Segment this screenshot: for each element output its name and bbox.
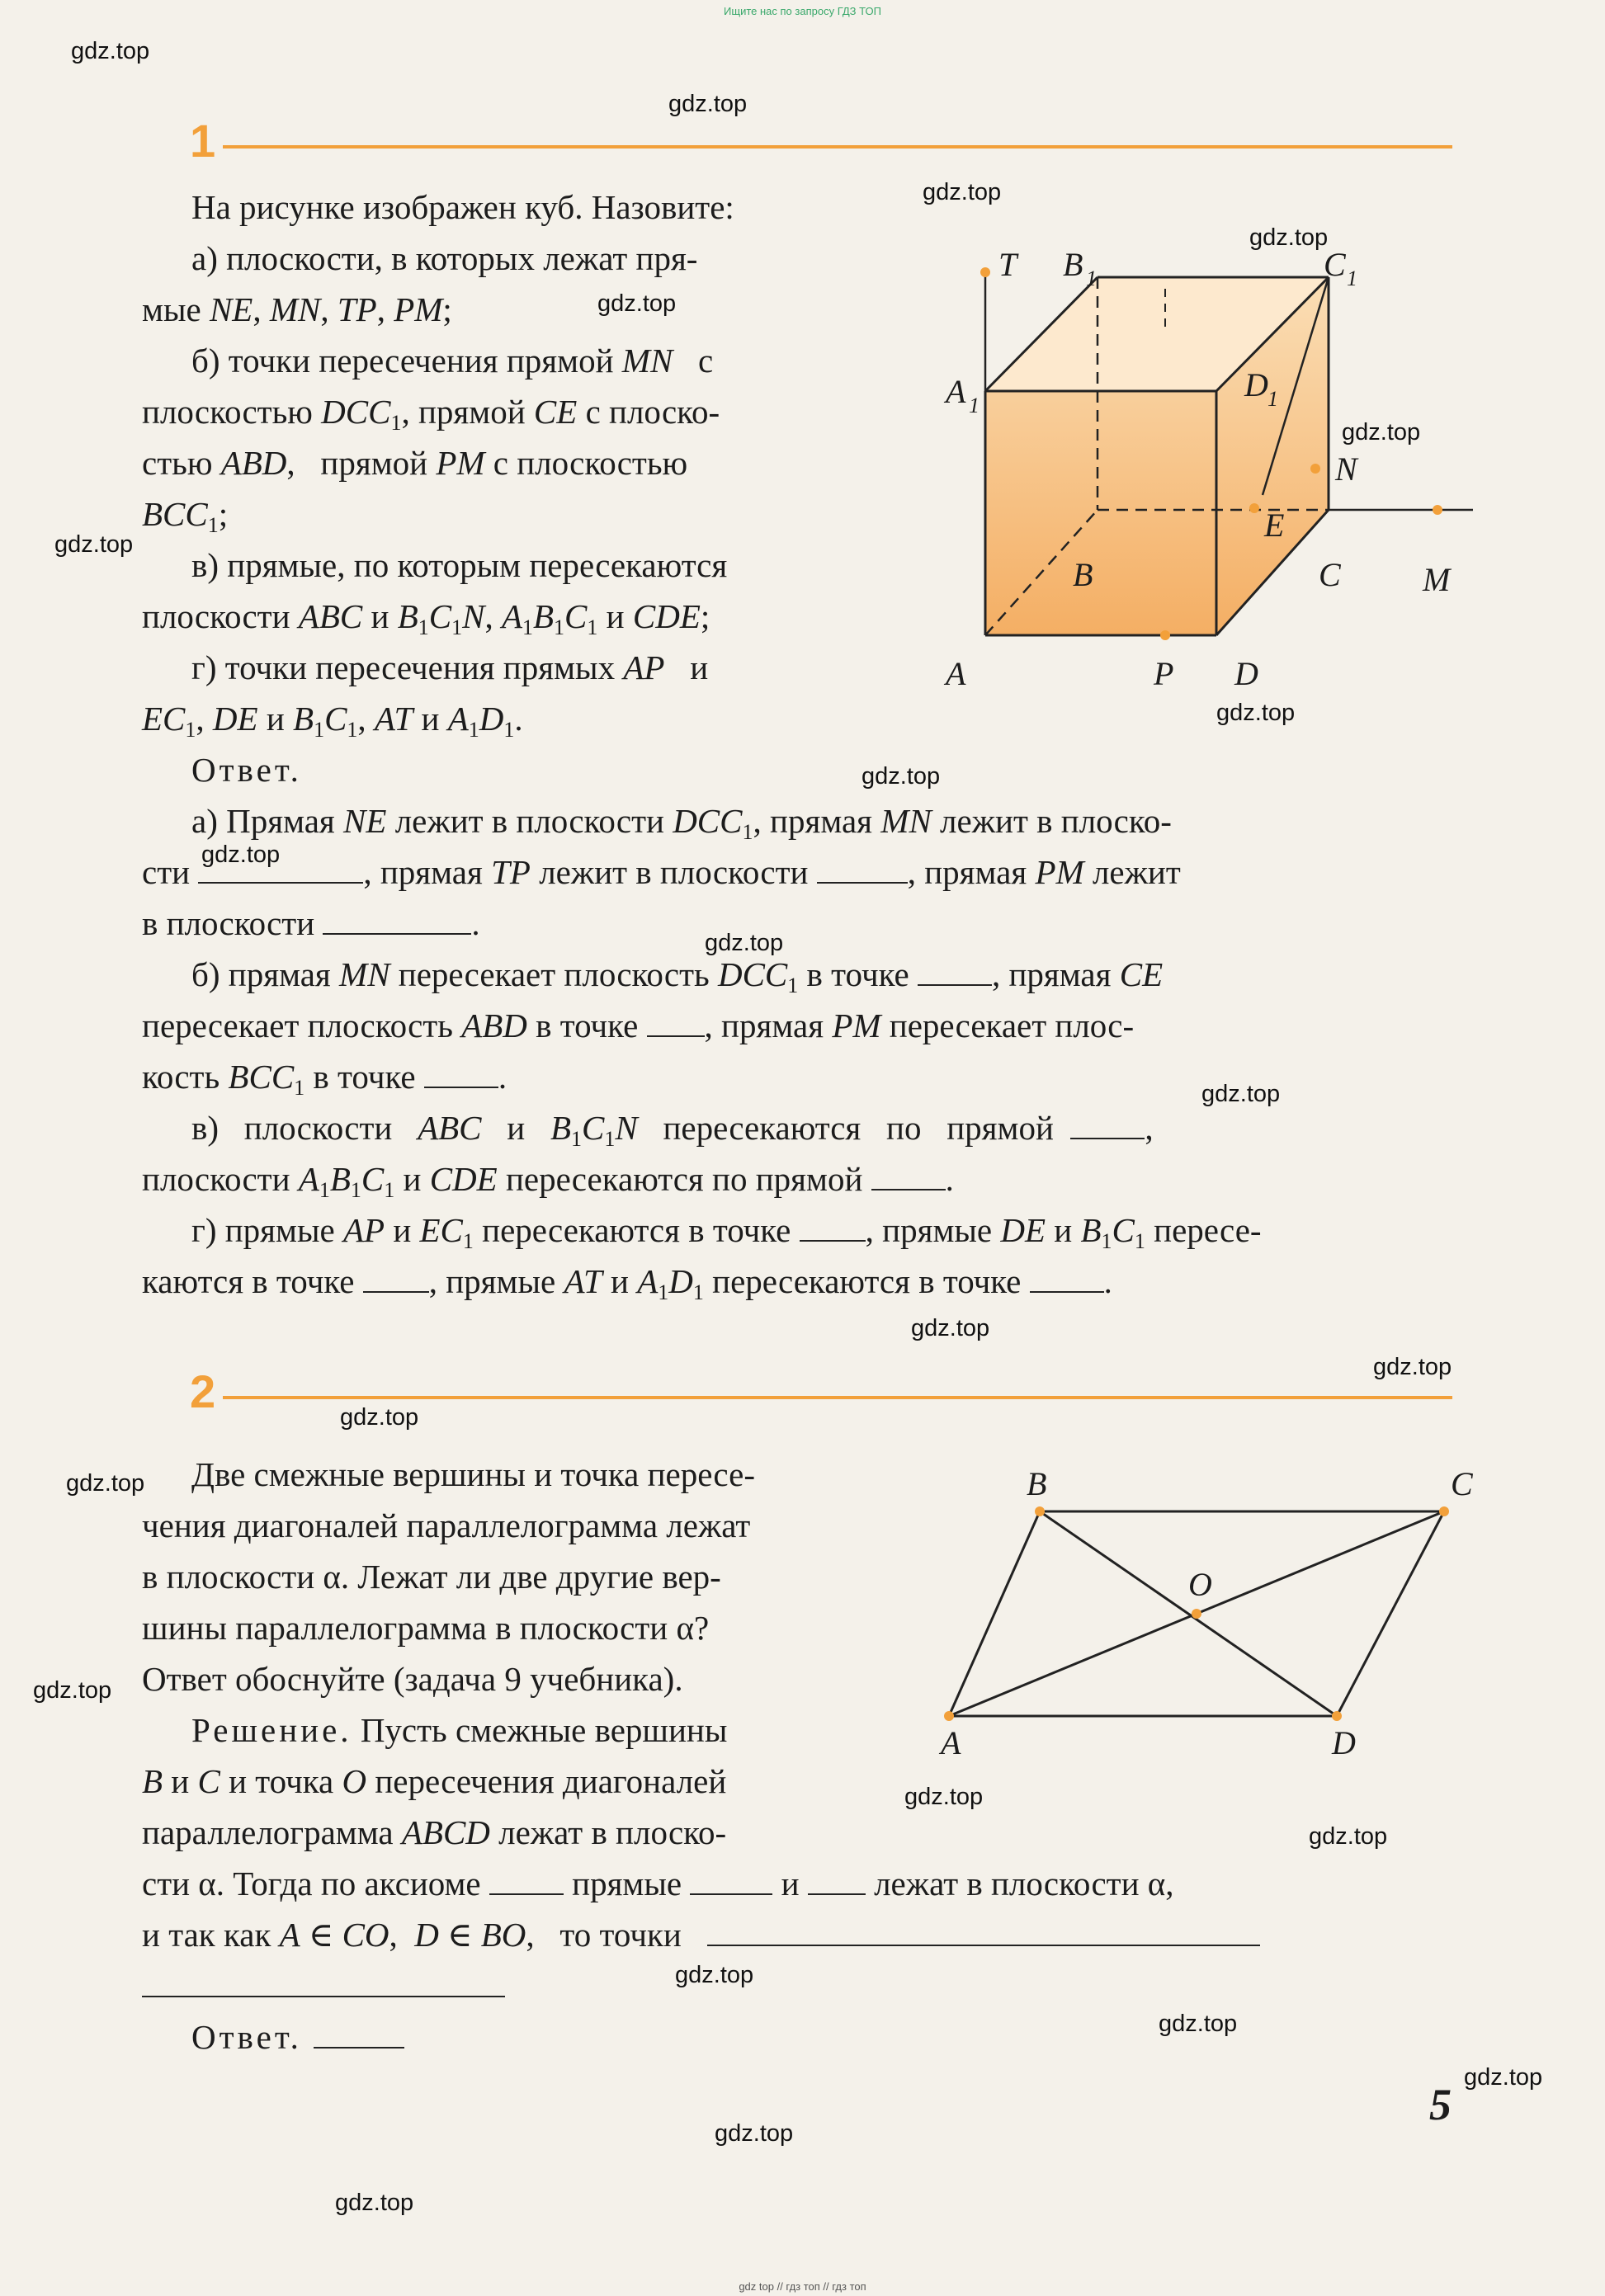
watermark: gdz.top [335, 2190, 414, 2216]
divider [223, 145, 1452, 149]
header-note: Ищите нас по запросу ГДЗ ТОП [724, 5, 881, 17]
cube-figure [924, 248, 1518, 710]
watermark: gdz.top [668, 91, 748, 117]
watermark: gdz.top [71, 38, 150, 64]
watermark: gdz.top [597, 290, 677, 317]
vertex-c [1439, 1506, 1449, 1516]
figure-label: C [1319, 556, 1341, 593]
side-cd [1337, 1511, 1444, 1716]
watermark: gdz.top [715, 2120, 794, 2147]
watermark: gdz.top [33, 1677, 112, 1704]
task-number: 1 [190, 115, 216, 167]
point-m [1433, 505, 1442, 515]
vertex-b [1035, 1506, 1045, 1516]
watermark: gdz.top [1216, 700, 1296, 726]
footer-note: gdz top // гдз топ // гдз топ [739, 2280, 866, 2293]
task-2-header [190, 1365, 1452, 1422]
figure-label: O [1188, 1566, 1212, 1603]
watermark: gdz.top [1201, 1081, 1281, 1107]
figure-label: D [1332, 1724, 1356, 1761]
point-t [980, 267, 990, 277]
task-number: 2 [190, 1365, 216, 1417]
figure-label: B [1063, 248, 1083, 283]
watermark: gdz.top [911, 1315, 990, 1341]
figure-label: B [1027, 1465, 1047, 1502]
figure-label: A [946, 655, 966, 692]
figure-label: B [1073, 556, 1093, 593]
figure-label: E [1264, 507, 1285, 544]
watermark: gdz.top [66, 1470, 145, 1497]
figure-subscript: 1 [1086, 266, 1097, 290]
figure-label: C [1324, 248, 1346, 283]
watermark: gdz.top [1464, 2064, 1543, 2091]
watermark: gdz.top [675, 1962, 754, 1988]
point-e [1249, 503, 1259, 513]
watermark: gdz.top [1309, 1823, 1388, 1850]
divider [223, 1396, 1452, 1399]
figure-subscript: 1 [969, 394, 980, 417]
figure-label: A [946, 373, 966, 410]
watermark: gdz.top [862, 763, 941, 790]
watermark: gdz.top [904, 1784, 984, 1810]
figure-subscript: 1 [1347, 266, 1357, 290]
watermark: gdz.top [201, 842, 281, 868]
watermark: gdz.top [1249, 224, 1329, 251]
figure-label: A [941, 1724, 961, 1761]
vertex-d [1332, 1711, 1342, 1721]
watermark: gdz.top [54, 531, 134, 558]
figure-label: D [1234, 655, 1258, 692]
parallelogram-figure [916, 1460, 1494, 1782]
figure-subscript: 1 [1267, 387, 1278, 411]
watermark: gdz.top [705, 930, 784, 956]
figure-label: C [1451, 1465, 1473, 1502]
watermark: gdz.top [1159, 2011, 1238, 2037]
figure-label: M [1423, 561, 1451, 598]
watermark: gdz.top [1373, 1354, 1452, 1380]
task-1-header [190, 114, 1452, 172]
watermark: gdz.top [923, 179, 1002, 205]
diagonal-bd [1040, 1511, 1337, 1716]
point-o [1192, 1609, 1201, 1619]
vertex-a [944, 1711, 954, 1721]
point-n [1310, 464, 1320, 474]
point-p [1160, 630, 1170, 640]
page-number: 5 [1429, 2080, 1452, 2129]
watermark: gdz.top [1342, 419, 1421, 446]
figure-label: P [1154, 655, 1174, 692]
figure-label: N [1335, 450, 1357, 488]
figure-label: T [998, 248, 1017, 283]
figure-label: D [1244, 366, 1268, 403]
watermark: gdz.top [340, 1404, 419, 1431]
